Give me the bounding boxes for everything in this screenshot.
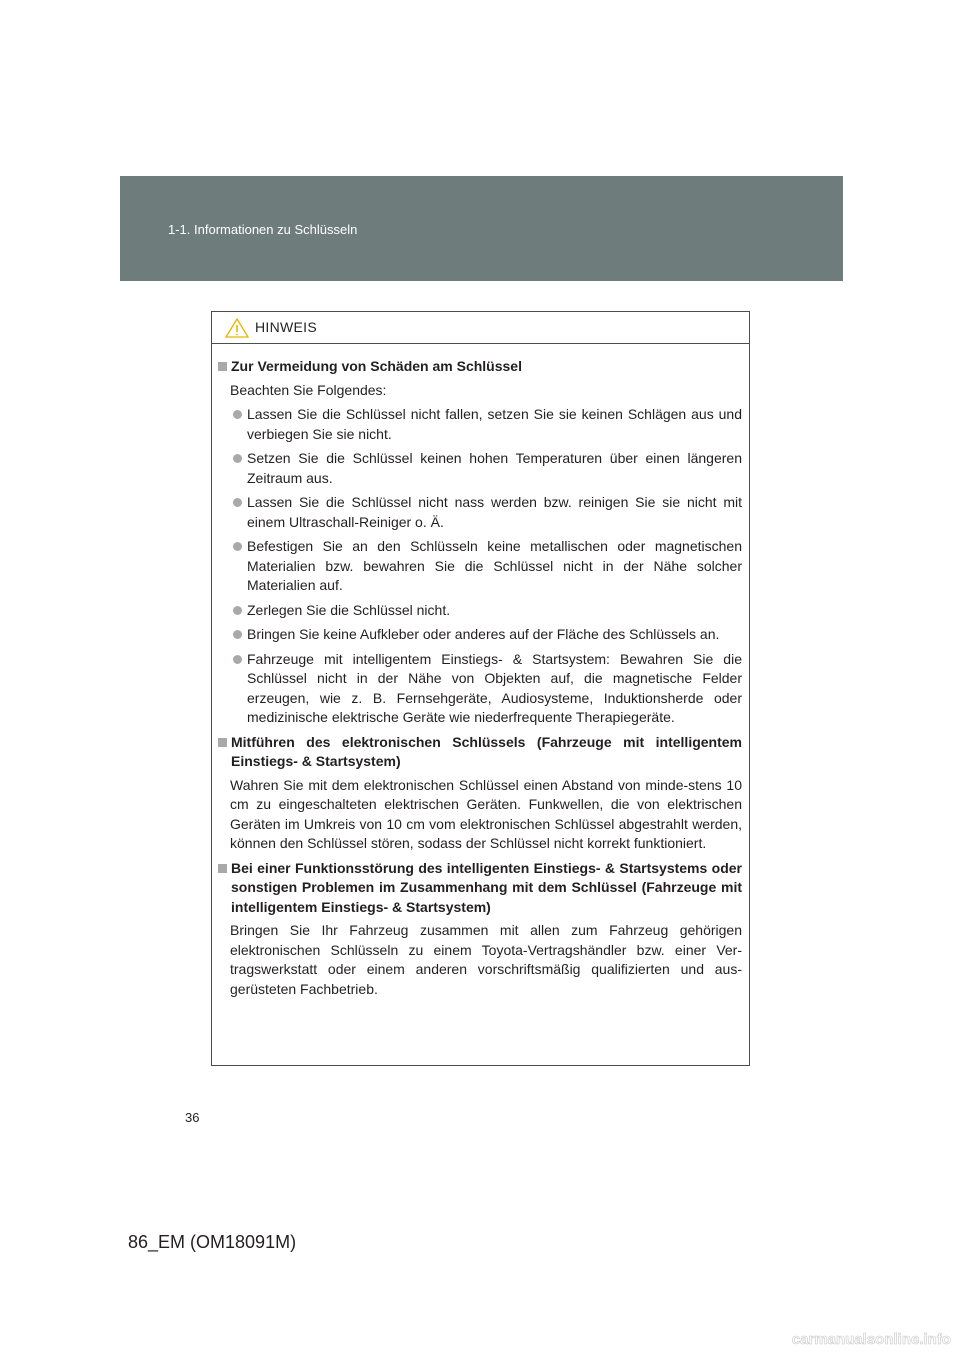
section-intro: Beachten Sie Folgendes: [230,381,387,398]
square-bullet-icon [218,738,227,747]
watermark-logo [722,1330,952,1348]
circle-bullet-icon [233,606,242,615]
section-heading: Mitführen des elektronischen Schlüssels (Fahrzeuge mit intelligentem Einstiegs- & Startsystem) [218,733,742,772]
notice-box [211,311,750,1066]
list-item: Lassen Sie die Schlüssel nicht nass werden bzw. reinigen Sie sie nicht mit einem Ultraschall-Reiniger o. Ä. [230,493,742,532]
section-text: Wahren Sie mit dem elektronischen Schlüssel einen Abstand von minde-stens 10 cm zu eingeschalteten elektrischen Geräten. Funkwellen, die von elektrischen Geräten im Umkreis von 10 cm vom elektronischen Schlüssel abgestrahlt werden, können den Schlüssel stören, sodass der Schlüssel nicht korrekt funktioniert. [230,776,742,851]
notice-body [212,344,749,999]
document-code: 86_EM (OM18091M) [128,1232,297,1252]
circle-bullet-icon [233,630,242,639]
circle-bullet-icon [233,498,242,507]
square-bullet-icon [218,362,227,371]
square-bullet-icon [218,864,227,873]
list-item: Bringen Sie keine Aufkleber oder anderes auf der Fläche des Schlüssels an. [230,625,742,645]
notice-header [212,312,749,344]
circle-bullet-icon [233,655,242,664]
circle-bullet-icon [233,410,242,419]
section-header-band [120,176,843,281]
section-title: 1-1. Informationen zu Schlüsseln [168,222,358,237]
circle-bullet-icon [233,542,242,551]
list-item: Zerlegen Sie die Schlüssel nicht. [230,601,742,621]
section-heading: Bei einer Funktionsstörung des intelligenten Einstiegs- & Startsystems oder sonstigen Problemen im Zusammenhang mit dem Schlüssel (Fahrzeuge mit intelligentem Einstiegs- & Startsystem) [218,859,742,918]
section-heading: Zur Vermeidung von Schäden am Schlüssel [218,357,742,377]
list-item: Fahrzeuge mit intelligentem Einstiegs- & Startsystem: Bewahren Sie die Schlüssel nicht in der Nähe von Objekten auf, die magnetische Felder erzeugen, wie z. B. Fernsehgeräte, Audiosysteme, Induktionsherde oder medizinische elektrische Geräte wie niederfrequente Therapiegeräte. [230,650,742,728]
warning-triangle-icon [225,318,249,338]
list-item: Befestigen Sie an den Schlüsseln keine metallischen oder magnetischen Materialien bzw. bewahren Sie die Schlüssel nicht in der Nähe solcher Materialien auf. [230,537,742,596]
list-item: Lassen Sie die Schlüssel nicht fallen, setzen Sie sie keinen Schlägen aus und verbiegen Sie sie nicht. [230,405,742,444]
circle-bullet-icon [233,454,242,463]
page-number: 36 [185,1110,200,1125]
section-text: Bringen Sie Ihr Fahrzeug zusammen mit allen zum Fahrzeug gehörigen elektronischen Schlüsseln zu einem Toyota-Vertragshändler bzw. einer Ver-tragswerkstatt oder einem anderen vorschriftsmäßig qualifizierten und aus-gerüsteten Fachbetrieb. [230,922,742,997]
notice-title: HINWEIS [255,319,317,335]
list-item: Setzen Sie die Schlüssel keinen hohen Temperaturen über einen längeren Zeitraum aus. [230,449,742,488]
watermark-text: carmanualsonline.info [791,1331,951,1348]
